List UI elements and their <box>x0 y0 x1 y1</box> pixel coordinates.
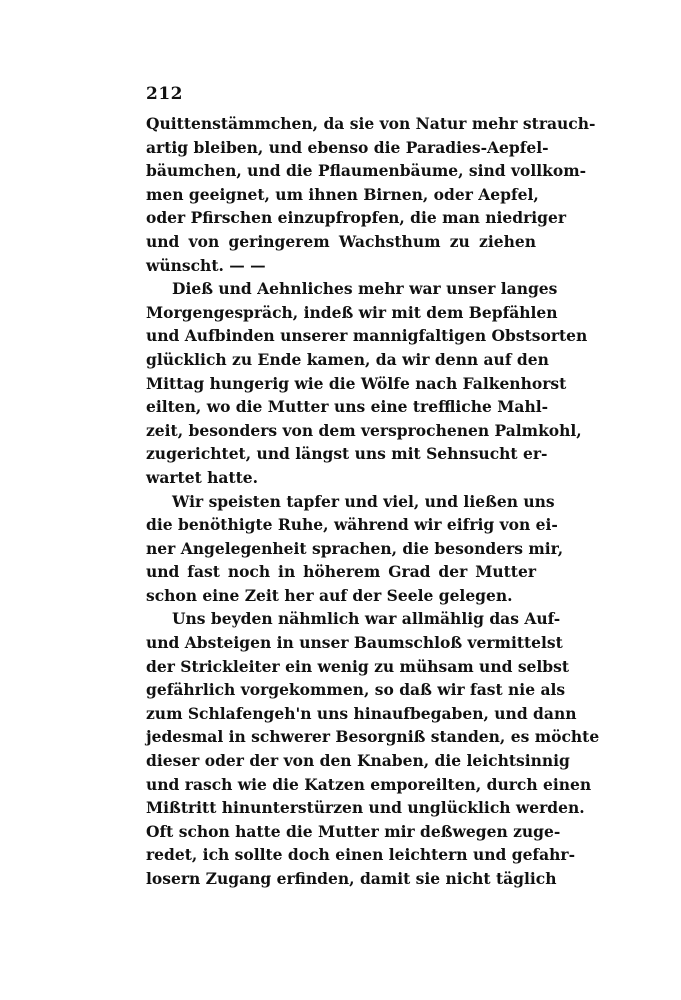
text-line: Uns beyden nähmlich war allmählig das Auf- <box>172 609 561 629</box>
text-line: schon eine Zeit her auf der Seele gelegen. <box>146 585 513 605</box>
text-line: Morgengespräch, indeß wir mit dem Bepfählen <box>146 302 558 322</box>
text-line: Oft schon hatte die Mutter mir deßwegen zuge- <box>146 821 561 841</box>
paragraph-3 <box>146 490 564 608</box>
text-line: zeit, besonders von dem versprochenen Palmkohl, <box>146 420 582 440</box>
text-line: wartet hatte. <box>146 467 259 487</box>
text-line: dieser oder der von den Knaben, die leichtsinnig <box>146 751 570 771</box>
text-line: eilten, wo die Mutter uns eine treffliche Mahl- <box>146 397 549 417</box>
text-line: Mißtritt hinunterstürzen und unglücklich werden. <box>146 798 585 818</box>
text-line: bäumchen, und die Pflaumenbäume, sind vollkom- <box>146 161 587 181</box>
paragraph-4 <box>146 607 600 890</box>
text-line: Mittag hungerig wie die Wölfe nach Falkenhorst <box>146 373 567 393</box>
text-line: losern Zugang erfinden, damit sie nicht täglich <box>146 869 557 888</box>
text-line: und von geringerem Wachsthum zu ziehen <box>146 231 536 251</box>
text-line: und Aufbinden unserer mannigfaltigen Obstsorten <box>146 326 588 346</box>
text-line: die benöthigte Ruhe, während wir eifrig von ei- <box>146 515 558 535</box>
text-line: und rasch wie die Katzen emporeilten, durch einen <box>146 774 592 794</box>
text-line: artig bleiben, und ebenso die Paradies-Aepfel- <box>146 137 549 157</box>
text-line: redet, ich sollte doch einen leichtern und gefahr- <box>146 845 576 865</box>
paragraph-2 <box>146 277 588 489</box>
text-line: wünscht. — — <box>146 255 266 275</box>
paragraph-1 <box>146 112 596 277</box>
text-line: gefährlich vorgekommen, so daß wir fast nie als <box>146 680 566 700</box>
text-line: ner Angelegenheit sprachen, die besonders mir, <box>146 538 564 558</box>
text-line: zugerichtet, und längst uns mit Sehnsucht er- <box>146 444 548 464</box>
text-line: oder Pfirschen einzupfropfen, die man niedriger <box>146 208 567 228</box>
page-number: 212 <box>146 84 183 104</box>
text-line: der Strickleiter ein wenig zu mühsam und selbst <box>146 656 570 676</box>
text-line: und Absteigen in unser Baumschloß vermittelst <box>146 633 563 653</box>
text-line: zum Schlafengeh'n uns hinaufbegaben, und dann <box>146 703 577 723</box>
text-line: Dieß und Aehnliches mehr war unser langes <box>172 279 558 299</box>
text-line: men geeignet, um ihnen Birnen, oder Aepfel, <box>146 184 539 204</box>
text-line: und fast noch in höherem Grad der Mutter <box>146 562 536 582</box>
text-line: Quittenstämmchen, da sie von Natur mehr strauch- <box>146 114 596 133</box>
text-line: glücklich zu Ende kamen, da wir denn auf den <box>146 349 549 369</box>
text-line: jedesmal in schwerer Besorgniß standen, es möchte <box>146 727 600 747</box>
text-line: Wir speisten tapfer und viel, und ließen uns <box>172 491 555 511</box>
body-text <box>146 112 600 891</box>
